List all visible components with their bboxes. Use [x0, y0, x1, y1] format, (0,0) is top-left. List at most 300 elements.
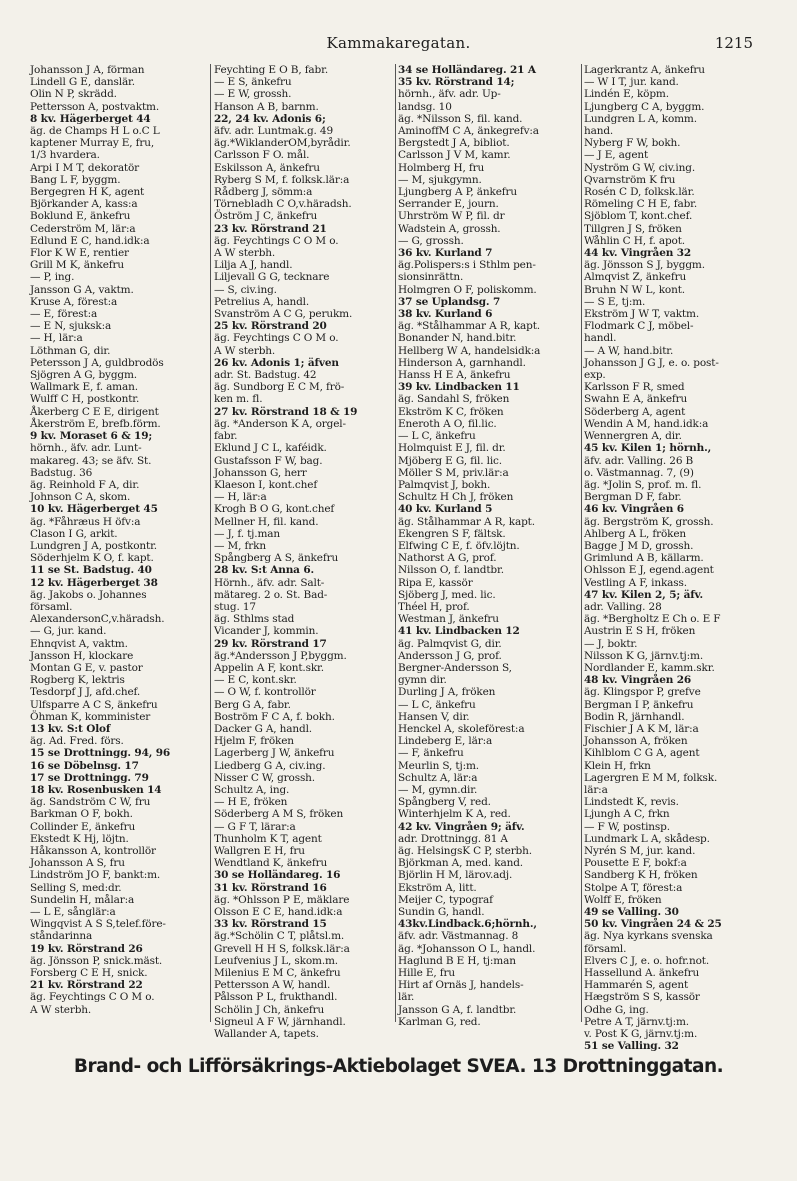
directory-entry: Tesdorpf J J, afd.chef. [30, 686, 141, 699]
directory-entry: — E C, kont.skr. [214, 674, 297, 687]
directory-entry: Wadstein A, grossh. [398, 222, 501, 235]
directory-entry: Swahn E A, änkefru [584, 393, 688, 406]
directory-entry: Elfwing C E, f. öfv.löjtn. [398, 539, 520, 552]
directory-entry: — H E, fröken [214, 796, 288, 809]
directory-entry: 29 kv. Rörstrand 17 [214, 637, 327, 650]
directory-entry: 26 kv. Adonis 1; äfven [214, 356, 339, 369]
directory-entry: Spångberg A S, änkefru [214, 552, 339, 565]
directory-entry: 51 se Valling. 32 [584, 1040, 679, 1053]
directory-entry: A W sterbh. [214, 344, 276, 357]
directory-entry: Wallander A, tapets. [214, 1028, 319, 1041]
directory-entry: Jansson G A, vaktm. [30, 283, 134, 296]
directory-entry: Lindstedt K, revis. [584, 796, 679, 809]
directory-entry: Öström J C, änkefru [214, 210, 318, 223]
directory-entry: Théel H, prof. [398, 600, 470, 613]
directory-entry: församl. [584, 942, 627, 955]
directory-entry: — W I T, jur. kand. [584, 76, 679, 89]
directory-entry: 48 kv. Vingråen 26 [584, 674, 692, 687]
directory-entry: äg. Klingspor P, grefve [584, 686, 701, 699]
directory-entry: adr. Drottningg. 81 A [398, 832, 508, 845]
directory-entry: äfv. adr. Valling. 26 B [584, 454, 694, 467]
directory-entry: äg. Sandahl S, fröken [398, 393, 510, 406]
directory-entry: Hanson A B, barnm. [214, 100, 319, 113]
directory-entry: äg. *Anderson K A, orgel- [214, 417, 346, 430]
directory-column-2 [214, 64, 392, 1041]
directory-entry: äg. Sundborg E C M, frö- [214, 381, 345, 394]
directory-entry: 27 kv. Rörstrand 18 & 19 [214, 405, 358, 418]
directory-entry: 47 kv. Kilen 2, 5; äfv. [584, 588, 703, 601]
directory-entry: Ripa E, kassör [398, 576, 473, 589]
directory-entry: 33 kv. Rörstrand 15 [214, 918, 327, 931]
directory-entry: Svanström A C G, perukm. [214, 308, 353, 321]
directory-entry: äg. Sandström C W, fru [30, 796, 151, 809]
directory-entry: 44 kv. Vingråen 32 [584, 247, 692, 260]
directory-entry: äg.*WiklanderOM,byrådir. [214, 137, 351, 150]
directory-entry: Carlsson F O. mål. [214, 149, 310, 162]
directory-entry: äg. Palmqvist G, dir. [398, 637, 502, 650]
directory-entry: 13 kv. S:t Olof [30, 722, 111, 735]
directory-entry: Wallmark E, f. aman. [30, 381, 138, 394]
directory-entry: Petrelius A, handl. [214, 295, 310, 308]
directory-entry: Badstug. 36 [30, 466, 93, 479]
directory-entry: äg. Feychtings C O M o. [30, 991, 155, 1004]
directory-entry: Carlsson J V M, kamr. [398, 149, 511, 162]
directory-entry: Nathorst A G, prof. [398, 552, 497, 565]
directory-entry: — O W, f. kontrollör [214, 686, 316, 699]
directory-entry: 1/3 hvardera. [30, 149, 100, 162]
directory-entry: Eskilsson A, änkefru [214, 161, 320, 174]
directory-entry: Hinderson A, garnhandl. [398, 356, 526, 369]
directory-entry: Ekstedt K Hj, löjtn. [30, 832, 129, 845]
directory-entry: äg. Jakobs o. Johannes [30, 588, 147, 601]
directory-entry: Olin N P, skrädd. [30, 88, 117, 101]
directory-entry: Lindeberg E, lär:a [398, 735, 493, 748]
directory-entry: äg. Jönsson S J, byggm. [584, 259, 705, 272]
directory-entry: Löthman G, dir. [30, 344, 111, 357]
directory-entry: 31 kv. Rörstrand 16 [214, 881, 327, 894]
directory-entry: Jansson H, klockare [30, 649, 134, 662]
directory-entry: Palmqvist J, bokh. [398, 478, 491, 491]
directory-entry: Meurlin S, tj:m. [398, 759, 479, 772]
directory-entry: Durling J A, fröken [398, 686, 496, 699]
directory-entry: äg. Sthlms stad [214, 613, 295, 626]
directory-entry: 21 kv. Rörstrand 22 [30, 979, 143, 992]
directory-entry: 34 se Holländareg. 21 A [398, 64, 536, 76]
directory-entry: Lagerkrantz A, änkefru [584, 64, 705, 76]
directory-entry: — G, grossh. [398, 234, 464, 247]
directory-entry: Petre A T, järnv.tj:m. [584, 1015, 689, 1028]
directory-entry: — H, lär:a [30, 332, 83, 345]
directory-entry: Edlund E C, hand.idk:a [30, 234, 150, 247]
directory-entry: — L E, sånglär:a [30, 906, 116, 919]
directory-entry: Klein H, frkn [584, 759, 651, 772]
directory-entry: äg.Polispers:s i Sthlm pen- [398, 259, 536, 272]
directory-entry: Hansen V, dir. [398, 710, 470, 723]
directory-entry: Liljevall G G, tecknare [214, 271, 330, 284]
directory-entry: Schultz A, ing. [214, 783, 290, 796]
directory-entry: Wallgren E H, fru [214, 845, 305, 857]
directory-entry: Sandberg K H, fröken [584, 869, 698, 882]
directory-entry: Åkerström E, brefb.förm. [30, 417, 161, 430]
directory-entry: — E N, sjuksk:a [30, 320, 112, 333]
directory-entry: Ekström A, litt. [398, 881, 477, 894]
directory-entry: — M, frkn [214, 539, 266, 552]
directory-entry: äg. Feychtings C O M o. [214, 332, 339, 345]
directory-entry: äfv. adr. Västmannag. 8 [398, 930, 519, 943]
directory-entry: äg. Feychtings C O M o. [214, 234, 339, 247]
directory-entry: Schultz A, lär:a [398, 771, 478, 784]
directory-entry: Holmberg H, fru [398, 161, 485, 174]
directory-entry: Haglund B E H, tj:man [398, 954, 516, 967]
directory-entry: — G F T, lärar:a [214, 820, 296, 833]
directory-entry: Liedberg G A, civ.ing. [214, 759, 326, 772]
directory-entry: Montan G E, v. pastor [30, 661, 143, 674]
directory-entry: Barkman O F, bokh. [30, 808, 133, 821]
directory-entry: Signeul A F W, järnhandl. [214, 1015, 346, 1028]
directory-entry: Jansson G A, f. landtbr. [398, 1003, 517, 1016]
directory-entry: 39 kv. Lindbacken 11 [398, 381, 520, 394]
directory-entry: Pousette E F, bokf:a [584, 857, 687, 870]
directory-entry: Öhman K, komminister [30, 710, 151, 723]
directory-entry: Grimlund A B, källarm. [584, 552, 704, 565]
directory-entry: Johansson G, herr [214, 466, 307, 479]
directory-entry: Rosén C D, folksk.lär. [584, 186, 695, 199]
directory-entry: Söderberg A, agent [584, 405, 686, 418]
directory-entry: — S, civ.ing. [214, 283, 277, 296]
directory-entry: Holmquist E J, fil. dr. [398, 442, 506, 455]
directory-entry: Schultz H Ch J, fröken [398, 491, 514, 504]
directory-entry: 42 kv. Vingråen 9; äfv. [398, 820, 525, 833]
directory-entry: — E S, änkefru [214, 76, 292, 89]
directory-entry: Johnson C A, skom. [30, 491, 131, 504]
directory-entry: Olsson E C E, hand.idk:a [214, 906, 343, 919]
directory-entry: Schölin J Ch, änkefru [214, 1003, 325, 1016]
directory-entry: mätareg. 2 o. St. Bad- [214, 588, 328, 601]
directory-entry: A W sterbh. [30, 1003, 92, 1016]
directory-entry: Törnebladh C O,v.häradsh. [214, 198, 352, 211]
directory-entry: Ljungberg C A, byggm. [584, 100, 705, 113]
directory-entry: Gustafsson F W, bag. [214, 454, 323, 467]
directory-entry: Karlsson F R, smed [584, 381, 685, 394]
directory-entry: — M, sjukgymn. [398, 173, 482, 186]
directory-entry: Håkansson A, kontrollör [30, 845, 156, 857]
directory-entry: Clason I G, arkit. [30, 527, 118, 540]
directory-entry: Spångberg V, red. [398, 796, 491, 809]
directory-entry: ståndarinna [30, 930, 93, 943]
directory-entry: Leufvenius J L, skom.m. [214, 954, 338, 967]
directory-entry: Appelin A F, kont.skr. [214, 661, 324, 674]
directory-entry: 19 kv. Rörstrand 26 [30, 942, 143, 955]
directory-entry: Lundgren J A, postkontr. [30, 539, 157, 552]
directory-entry: Ekengren S F, fältsk. [398, 527, 506, 540]
directory-entry: äg. *Stålhammar A R, kapt. [398, 320, 540, 333]
directory-entry: Almqvist Z, änkefru [584, 271, 687, 284]
directory-entry: Römeling C H E, fabr. [584, 198, 698, 211]
directory-entry: Ulfsparre A C S, änkefru [30, 698, 158, 711]
directory-entry: Hammarén S, agent [584, 979, 689, 992]
directory-entry: Selling S, med:dr. [30, 881, 122, 894]
insurance-advertisement: Brand- och Lifförsäkrings-Aktiebolaget SVEA. 13 Drottninggatan. [73, 1056, 724, 1077]
directory-entry: Collinder E, änkefru [30, 820, 136, 833]
directory-entry: Nyberg F W, bokh. [584, 137, 681, 150]
directory-entry: Uhrström W P, fil. dr [398, 210, 505, 223]
directory-entry: 38 kv. Kurland 6 [398, 308, 493, 321]
directory-entry: Nilsson O, f. landtbr. [398, 564, 504, 577]
directory-entry: Pettersson A W, handl. [214, 979, 331, 992]
directory-entry: Lagergren E M M, folksk. [584, 771, 718, 784]
directory-entry: Rogberg K, lektris [30, 674, 125, 687]
directory-entry: 17 se Drottningg. 79 [30, 771, 149, 784]
directory-entry: äg. *Ohlsson P E, mäklare [214, 893, 350, 906]
directory-entry: Meijer C, typograf [398, 893, 493, 906]
directory-entry: handl. [584, 332, 617, 345]
directory-entry: Eneroth A O, fil.lic. [398, 417, 497, 430]
directory-entry: lär:a [584, 783, 608, 796]
directory-entry: 43kv.Lindback.6;hörnh., [398, 918, 537, 931]
directory-entry: äg. Ad. Fred. förs. [30, 735, 124, 748]
directory-entry: Klaeson I, kont.chef [214, 478, 318, 491]
directory-entry: Boklund E, änkefru [30, 210, 131, 223]
directory-column-3 [398, 64, 576, 1028]
directory-entry: — L C, änkefru [398, 698, 476, 711]
directory-entry: Ehnqvist A, vaktm. [30, 637, 128, 650]
directory-entry: Bergegren H K, agent [30, 186, 145, 199]
directory-entry: Odhe G, ing. [584, 1003, 649, 1016]
directory-entry: — P, ing. [30, 271, 75, 284]
directory-entry: Bergman I P, änkefru [584, 698, 694, 711]
directory-entry: församl. [30, 600, 73, 613]
street-title: Kammakaregatan. [326, 34, 471, 52]
directory-entry: 30 se Holländareg. 16 [214, 869, 341, 882]
directory-entry: 15 se Drottningg. 94, 96 [30, 747, 171, 760]
directory-entry: stug. 17 [214, 600, 256, 613]
directory-entry: Wendin A M, hand.idk:a [584, 417, 709, 430]
directory-entry: v. Post K G, järnv.tj:m. [584, 1028, 698, 1041]
directory-entry: Kihlblom C G A, agent [584, 747, 700, 760]
directory-entry: Ekström K C, fröken [398, 405, 504, 418]
directory-entry: 40 kv. Kurland 5 [398, 503, 493, 516]
directory-entry: Wennergren A, dir. [584, 430, 682, 443]
directory-entry: hand. [584, 125, 614, 138]
directory-entry: — E W, grossh. [214, 88, 292, 101]
directory-entry: Lundmark L A, skådesp. [584, 832, 710, 845]
directory-entry: äg. *Jolin S, prof. m. fl. [584, 478, 702, 491]
directory-entry: ken m. fl. [214, 393, 263, 406]
directory-entry: lär. [398, 991, 415, 1004]
directory-entry: Wolff E, fröken [584, 893, 662, 906]
directory-entry: Bergman D F, fabr. [584, 491, 682, 504]
directory-entry: 36 kv. Kurland 7 [398, 247, 493, 260]
directory-entry: äg. *Nilsson S, fil. kand. [398, 112, 523, 125]
directory-entry: Westman J, änkefru [398, 613, 499, 626]
directory-entry: äg. *Bergholtz E Ch o. E F [584, 613, 721, 626]
directory-entry: Grill M K, änkefru [30, 259, 124, 272]
directory-entry: äg. *Johansson O L, handl. [398, 942, 536, 955]
directory-entry: äg.*Andersson J P,byggm. [214, 649, 347, 662]
directory-entry: Johansson J G J, e. o. post- [584, 356, 719, 369]
directory-entry: Kruse A, förest:a [30, 295, 118, 308]
directory-entry: 45 kv. Kilen 1; hörnh., [584, 442, 712, 455]
directory-entry: kaptener Murray E, fru, [30, 137, 155, 150]
directory-entry: Andersson J G, prof. [398, 649, 502, 662]
directory-entry: Cederström M, lär:a [30, 222, 136, 235]
directory-entry: Hassellund A. änkefru [584, 967, 700, 980]
directory-entry: äg. de Champs H L o.C L [30, 125, 160, 138]
directory-entry: Wulff C H, postkontr. [30, 393, 140, 406]
directory-entry: Hörnh., äfv. adr. Salt- [214, 576, 325, 589]
directory-entry: Petersson J A, guldbrodös [30, 356, 164, 369]
directory-entry: Hægström S S, kassör [584, 991, 700, 1004]
directory-entry: Qvarnström K fru [584, 173, 676, 186]
directory-entry: Lindén E, köpm. [584, 88, 669, 101]
directory-entry: — E, förest:a [30, 308, 98, 321]
directory-entry: Feychting E O B, fabr. [214, 64, 329, 76]
directory-entry: Lundgren L A, komm. [584, 112, 697, 125]
directory-entry: Wingqvist A S S,telef.före- [30, 918, 166, 931]
directory-entry: äg. Nya kyrkans svenska [584, 930, 713, 943]
directory-entry: Lagerberg J W, änkefru [214, 747, 335, 760]
directory-entry: — L C, änkefru [398, 430, 476, 443]
directory-entry: 11 se St. Badstug. 40 [30, 564, 152, 577]
directory-entry: 25 kv. Rörstrand 20 [214, 320, 327, 333]
directory-entry: AlexandersonC,v.häradsh. [30, 613, 165, 626]
directory-entry: 49 se Valling. 30 [584, 906, 679, 919]
directory-entry: — J, boktr. [584, 637, 638, 650]
directory-entry: 12 kv. Hägerberget 38 [30, 576, 158, 589]
directory-entry: äg.*Schölin C T, plåtsl.m. [214, 930, 345, 943]
directory-entry: Arpi I M T, dekoratör [30, 161, 140, 174]
directory-entry: Sjögren A G, byggm. [30, 369, 137, 382]
directory-entry: exp. [584, 369, 606, 382]
directory-entry: Hanss H E A, änkefru [398, 369, 511, 382]
directory-entry: 41 kv. Lindbacken 12 [398, 625, 520, 638]
directory-entry: Nyrén S M, jur. kand. [584, 845, 696, 857]
directory-entry: 16 se Döbelnsg. 17 [30, 759, 139, 772]
directory-entry: Johansson A S, fru [30, 857, 125, 870]
directory-entry: Björlin H M, lärov.adj. [398, 869, 513, 882]
directory-entry: Thunholm K T, agent [214, 832, 322, 845]
directory-entry: — J, f. tj.man [214, 527, 280, 540]
directory-entry: makareg. 43; se äfv. St. [30, 454, 152, 467]
directory-entry: Mjöberg E G, fil. lic. [398, 454, 502, 467]
directory-entry: — F, änkefru [398, 747, 464, 760]
directory-entry: Berg G A, fabr. [214, 698, 291, 711]
directory-entry: hörnh., äfv. adr. Lunt- [30, 442, 142, 455]
directory-entry: Johansson J A, förman [30, 64, 145, 76]
directory-entry: äg. *Fåhræus H öfv:a [30, 515, 141, 528]
directory-entry: landsg. 10 [398, 100, 452, 113]
directory-entry: — J E, agent [584, 149, 649, 162]
directory-entry: Dacker G A, handl. [214, 722, 312, 735]
directory-entry: Grevell H H S, folksk.lär:a [214, 942, 350, 955]
directory-entry: Lilja A J, handl. [214, 259, 293, 272]
directory-entry: Eklund J C L, kaféidk. [214, 442, 327, 455]
directory-entry: Hjelm F, fröken [214, 735, 294, 748]
directory-entry: Söderberg A M S, fröken [214, 808, 344, 821]
directory-entry: Elvers C J, e. o. hofr.not. [584, 954, 710, 967]
directory-entry: Vicander J, kommin. [214, 625, 319, 638]
directory-entry: äg. Bergström K, grossh. [584, 515, 714, 528]
directory-entry: 50 kv. Vingråen 24 & 25 [584, 918, 722, 931]
directory-entry: Pettersson A, postvaktm. [30, 100, 160, 113]
directory-entry: äfv. adr. Luntmak.g. 49 [214, 125, 333, 138]
directory-entry: Bruhn N W L, kont. [584, 283, 685, 296]
directory-entry: Lindell G E, danslär. [30, 76, 135, 89]
directory-entry: Sundin G, handl. [398, 906, 485, 919]
page-header [0, 34, 797, 56]
directory-entry: 46 kv. Vingråen 6 [584, 503, 684, 516]
directory-entry: — H, lär:a [214, 491, 267, 504]
directory-entry: adr. St. Badstug. 42 [214, 369, 317, 382]
directory-entry: äg. Reinhold F A, dir. [30, 478, 140, 491]
directory-entry: Lindström JO F, bankt:m. [30, 869, 161, 882]
directory-entry: Henckel A, skoleförest:a [398, 722, 525, 735]
directory-entry: Hille E, fru [398, 967, 455, 980]
directory-entry: Björkander A, kass:a [30, 198, 138, 211]
directory-entry: Ekström J W T, vaktm. [584, 308, 700, 321]
directory-entry: Ahlberg A L, fröken [584, 527, 687, 540]
directory-entry: fabr. [214, 430, 238, 443]
directory-entry: Serrander E, journ. [398, 198, 499, 211]
directory-entry: Bagge J M D, grossh. [584, 539, 694, 552]
directory-entry: Nisser C W, grossh. [214, 771, 315, 784]
directory-entry: Ljungh A C, frkn [584, 808, 670, 821]
directory-entry: Nyström G W, civ.ing. [584, 161, 696, 174]
directory-entry: Sjöblom T, kont.chef. [584, 210, 693, 223]
directory-entry: Fischier J A K M, lär:a [584, 722, 699, 735]
directory-entry: Johansson A, fröken [584, 735, 688, 748]
directory-entry: Flodmark C J, möbel- [584, 320, 694, 333]
directory-entry: o. Västmannag. 7, (9) [584, 466, 694, 479]
directory-entry: Tillgren J S, fröken [584, 222, 682, 235]
directory-entry: 10 kv. Hägerberget 45 [30, 503, 158, 516]
directory-entry: — M, gymn.dir. [398, 783, 478, 796]
directory-entry: Ryberg S M, f. folksk.lär:a [214, 173, 350, 186]
directory-entry: Karlman G, red. [398, 1015, 481, 1028]
directory-entry: Krogh B O G, kont.chef [214, 503, 335, 516]
directory-entry: hörnh., äfv. adr. Up- [398, 88, 501, 101]
directory-entry: Nordlander E, kamm.skr. [584, 661, 715, 674]
directory-entry: Flor K W E, rentier [30, 247, 129, 260]
directory-entry: Vestling A F, inkass. [584, 576, 687, 589]
directory-entry: Bergstedt J A, bibliot. [398, 137, 510, 150]
directory-entry: Bang L F, byggm. [30, 173, 121, 186]
directory-columns [30, 64, 778, 1053]
directory-entry: Rådberg J, sömm:a [214, 186, 313, 199]
directory-entry: Wåhlin C H, f. apot. [584, 234, 685, 247]
directory-entry: Sundelin H, målar:a [30, 893, 135, 906]
directory-entry: Sjöberg J, med. lic. [398, 588, 496, 601]
directory-entry: 9 kv. Moraset 6 & 19; [30, 430, 153, 443]
directory-entry: sionsinrättn. [398, 271, 464, 284]
directory-entry: Söderhjelm K O, f. kapt. [30, 552, 154, 565]
directory-entry: Austrin E S H, fröken [584, 625, 696, 638]
directory-entry: 23 kv. Rörstrand 21 [214, 222, 327, 235]
directory-entry: Hellberg W A, handelsidk:a [398, 344, 541, 357]
directory-entry: — S E, tj:m. [584, 295, 646, 308]
directory-entry: 37 se Uplandsg. 7 [398, 295, 501, 308]
directory-entry: Pålsson P L, frukthandl. [214, 991, 338, 1004]
directory-entry: Björkman A, med. kand. [398, 857, 523, 870]
directory-entry: Wendtland K, änkefru [214, 857, 328, 870]
directory-entry: Nilsson K G, järnv.tj:m. [584, 649, 704, 662]
directory-entry: äg. Stålhammar A R, kapt. [398, 515, 535, 528]
directory-entry: Holmgren O F, poliskomm. [398, 283, 537, 296]
directory-entry: 35 kv. Rörstrand 14; [398, 76, 515, 89]
directory-entry: — G, jur. kand. [30, 625, 107, 638]
directory-entry: Forsberg C E H, snick. [30, 967, 148, 980]
directory-entry: Bonander N, hand.bitr. [398, 332, 517, 345]
